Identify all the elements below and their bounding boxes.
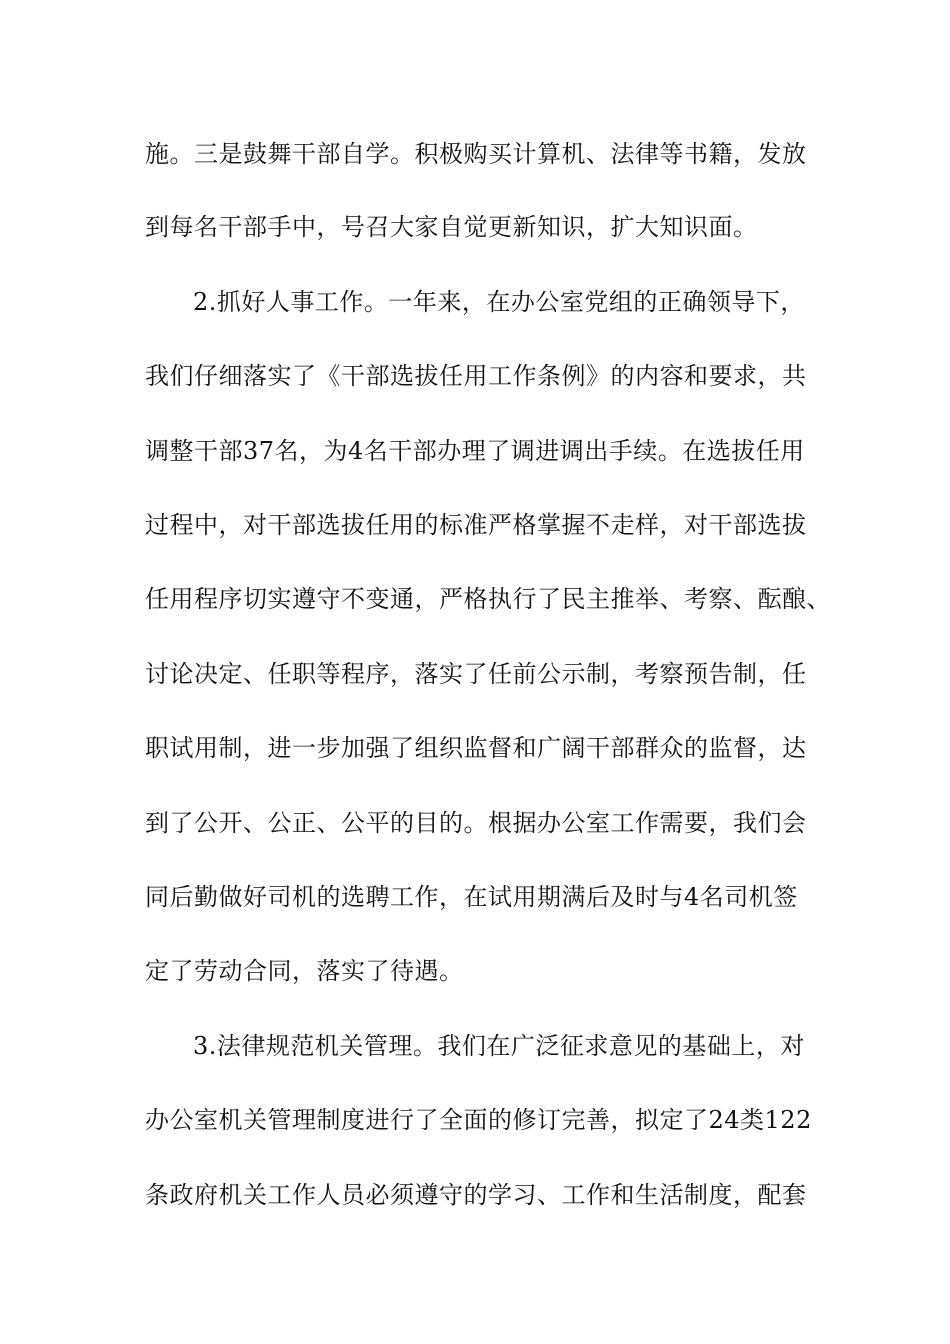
paragraph-start-line: 3.法律规范机关管理。我们在广泛征求意见的基础上，对 xyxy=(193,1032,805,1060)
text-line: 办公室机关管理制度进行了全面的修订完善，拟定了24类122 xyxy=(145,1106,812,1134)
text-line: 条政府机关工作人员必须遵守的学习、工作和生活制度，配套 xyxy=(145,1181,807,1209)
text-line: 过程中，对干部选拔任用的标准严格掌握不走样，对干部选拔 xyxy=(145,511,807,539)
text-line: 施。三是鼓舞干部自学。积极购买计算机、法律等书籍，发放 xyxy=(145,140,807,168)
text-line: 讨论决定、任职等程序，落实了任前公示制，考察预告制，任 xyxy=(145,660,807,688)
text-line: 调整干部37名，为4名干部办理了调进调出手续。在选拔任用 xyxy=(145,437,805,465)
paragraph-start-line: 2.抓好人事工作。一年来，在办公室党组的正确领导下， xyxy=(193,288,805,316)
text-line: 到每名干部手中，号召大家自觉更新知识，扩大知识面。 xyxy=(145,213,758,241)
text-line: 定了劳动合同，落实了待遇。 xyxy=(145,957,464,985)
text-line: 职试用制，进一步加强了组织监督和广阔干部群众的监督，达 xyxy=(145,734,807,762)
text-line: 任用程序切实遵守不变通，严格执行了民主推举、考察、酝酿、 xyxy=(145,585,831,613)
text-line: 到了公开、公正、公平的目的。根据办公室工作需要，我们会 xyxy=(145,809,807,837)
text-line: 我们仔细落实了《干部选拔任用工作条例》的内容和要求，共 xyxy=(145,362,807,390)
text-line: 同后勤做好司机的选聘工作，在试用期满后及时与4名司机签 xyxy=(145,883,798,911)
